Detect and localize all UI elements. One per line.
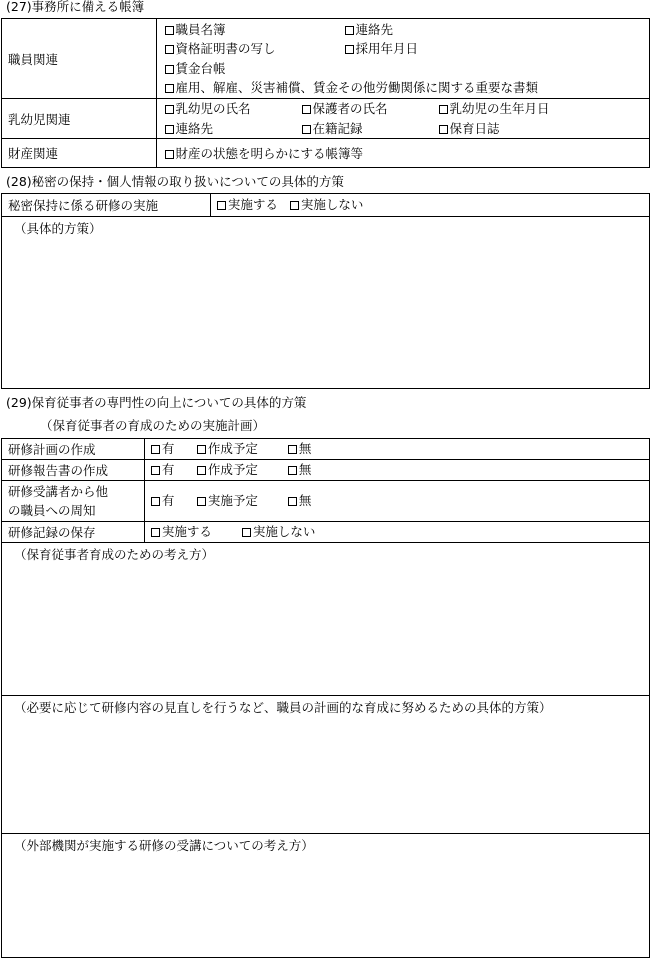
confidentiality-table: [1, 193, 650, 389]
checkbox-box[interactable]: [197, 497, 206, 506]
development-free-text-table: [1, 542, 650, 958]
checkbox-box[interactable]: [439, 105, 448, 114]
checkbox-box[interactable]: [302, 125, 311, 134]
checkbox-box[interactable]: [302, 105, 311, 114]
checkbox-box[interactable]: [242, 528, 251, 537]
ledger-label-staff: 職員関連: [2, 19, 157, 99]
checkbox-box[interactable]: [345, 26, 354, 35]
checkbox-staff-wage-ledger[interactable]: 賃金台帳: [165, 59, 226, 79]
training-share-label: 研修受講者から他 の職員への周知: [2, 481, 145, 522]
specific-measures-area[interactable]: [2, 217, 650, 389]
checkbox-share-no[interactable]: 無: [288, 491, 312, 511]
training-row-plan: [2, 439, 650, 460]
training-row-report: [2, 460, 650, 481]
checkbox-box[interactable]: [217, 201, 226, 210]
confidentiality-training-label: 秘密保持に係る研修の実施: [2, 194, 211, 217]
external-training-area[interactable]: [2, 834, 650, 958]
training-plan-label: 研修計画の作成: [2, 439, 145, 460]
ledger-label-assets: 財産関連: [2, 139, 157, 168]
checkbox-guardian-name[interactable]: 保護者の氏名: [302, 99, 439, 119]
training-row-share: [2, 481, 650, 522]
ledger-row-infants: [2, 99, 650, 139]
checkbox-box[interactable]: [165, 105, 174, 114]
checkbox-staff-register[interactable]: 職員名簿: [165, 20, 345, 40]
checkbox-staff-labor-documents[interactable]: 雇用、解雇、災害補償、賃金その他労働関係に関する重要な書類: [165, 78, 539, 98]
checkbox-enrollment-record[interactable]: 在籍記録: [302, 119, 439, 139]
ledger-table: [1, 18, 650, 168]
checkbox-infant-name[interactable]: 乳幼児の氏名: [165, 99, 302, 119]
training-report-label: 研修報告書の作成: [2, 460, 145, 481]
checkbox-box[interactable]: [165, 150, 174, 159]
development-philosophy-area[interactable]: [2, 543, 650, 696]
section-29-heading: (29)保育従事者の専門性の向上についての具体的方策: [6, 395, 307, 410]
checkbox-childcare-diary[interactable]: 保育日誌: [439, 119, 500, 139]
checkbox-records-conducted[interactable]: 実施する: [151, 522, 242, 542]
checkbox-training-not-conducted[interactable]: 実施しない: [290, 195, 364, 215]
checkbox-plan-yes[interactable]: 有: [151, 439, 197, 459]
checkbox-box[interactable]: [197, 466, 206, 475]
section-29-subheading: （保育従事者の育成のための実施計画）: [40, 418, 266, 433]
checkbox-box[interactable]: [151, 528, 160, 537]
training-plan-table: [1, 438, 650, 543]
development-philosophy-label: （保育従事者育成のための考え方）: [14, 547, 215, 562]
checkbox-share-scheduled[interactable]: 実施予定: [197, 491, 288, 511]
checkbox-staff-contact[interactable]: 連絡先: [345, 20, 394, 40]
ledger-row-staff: [2, 19, 650, 99]
checkbox-infant-birthdate[interactable]: 乳幼児の生年月日: [439, 99, 550, 119]
checkbox-box[interactable]: [151, 497, 160, 506]
checkbox-records-not-conducted[interactable]: 実施しない: [242, 522, 316, 542]
checkbox-box[interactable]: [165, 84, 174, 93]
checkbox-box[interactable]: [165, 45, 174, 54]
checkbox-report-yes[interactable]: 有: [151, 460, 197, 480]
training-records-label: 研修記録の保存: [2, 522, 145, 543]
checkbox-box[interactable]: [165, 125, 174, 134]
ledger-row-assets: [2, 139, 650, 168]
external-training-label: （外部機関が実施する研修の受講についての考え方）: [14, 838, 314, 853]
checkbox-box[interactable]: [290, 201, 299, 210]
checkbox-plan-no[interactable]: 無: [288, 439, 312, 459]
checkbox-box[interactable]: [197, 445, 206, 454]
checkbox-box[interactable]: [165, 65, 174, 74]
checkbox-box[interactable]: [288, 445, 297, 454]
training-review-measures-label: （必要に応じて研修内容の見直しを行うなど、職員の計画的な育成に努めるための具体的方策）: [14, 700, 552, 715]
ledger-label-infants: 乳幼児関連: [2, 99, 157, 139]
checkbox-box[interactable]: [151, 445, 160, 454]
checkbox-staff-hire-date[interactable]: 採用年月日: [345, 39, 419, 59]
checkbox-share-yes[interactable]: 有: [151, 491, 197, 511]
checkbox-box[interactable]: [345, 45, 354, 54]
checkbox-plan-scheduled[interactable]: 作成予定: [197, 439, 288, 459]
checkbox-asset-ledger[interactable]: 財産の状態を明らかにする帳簿等: [165, 144, 364, 162]
checkbox-box[interactable]: [439, 125, 448, 134]
checkbox-report-scheduled[interactable]: 作成予定: [197, 460, 288, 480]
checkbox-training-conducted[interactable]: 実施する: [217, 195, 278, 215]
training-row-records: [2, 522, 650, 543]
training-review-measures-area[interactable]: [2, 696, 650, 834]
section-28-heading: (28)秘密の保持・個人情報の取り扱いについての具体的方策: [6, 174, 344, 189]
checkbox-box[interactable]: [165, 26, 174, 35]
checkbox-box[interactable]: [288, 497, 297, 506]
specific-measures-label: （具体的方策）: [14, 221, 102, 236]
section-27-heading: (27)事務所に備える帳簿: [6, 0, 145, 14]
checkbox-staff-certificates[interactable]: 資格証明書の写し: [165, 39, 345, 59]
checkbox-box[interactable]: [288, 466, 297, 475]
checkbox-infant-contact[interactable]: 連絡先: [165, 119, 302, 139]
checkbox-report-no[interactable]: 無: [288, 460, 312, 480]
checkbox-box[interactable]: [151, 466, 160, 475]
